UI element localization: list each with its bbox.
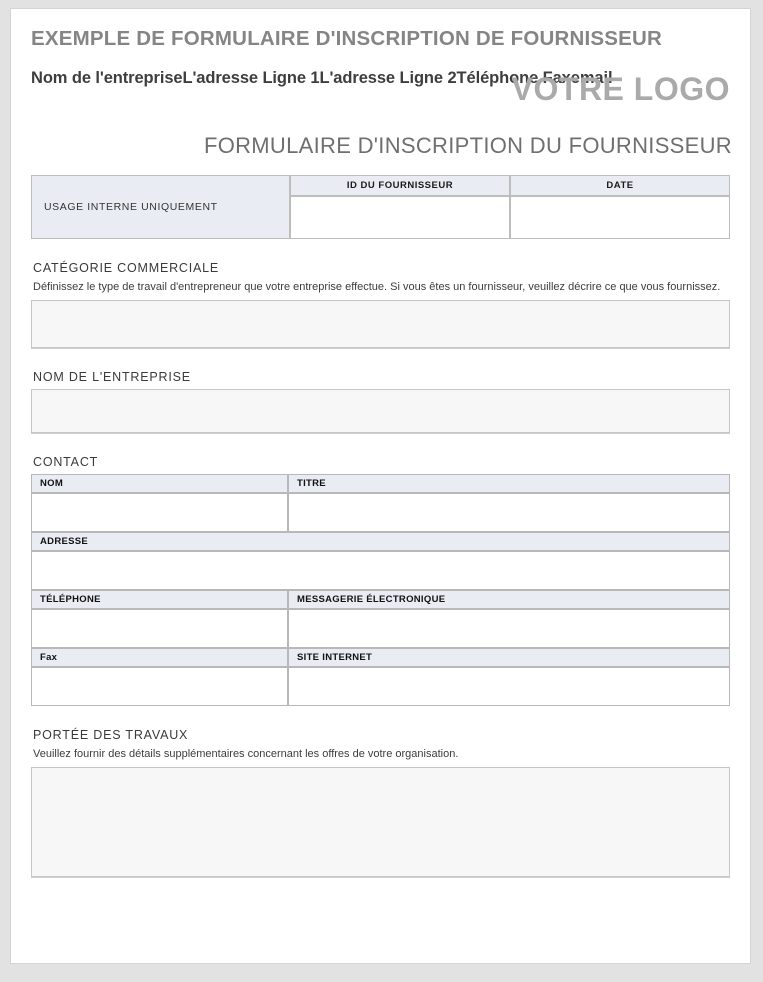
titre-field[interactable]	[288, 493, 730, 532]
nom-field[interactable]	[31, 493, 288, 532]
table-row	[31, 667, 730, 706]
contact-label: CONTACT	[33, 455, 99, 470]
business-category-description: Définissez le type de travail d'entrepreneur que votre entreprise effectue. Si vous êtes un fournisseur, veuillez décrire ce que vous fournissez.	[33, 281, 721, 294]
column-header-nom: NOM	[31, 474, 288, 493]
form-title: FORMULAIRE D'INSCRIPTION DU FOURNISSEUR	[203, 133, 732, 159]
table-row	[31, 590, 730, 609]
company-info-block: Nom de l'entrepriseL'adresse Ligne 1L'adresse Ligne 2Téléphone Faxemail	[31, 68, 613, 87]
adresse-field[interactable]	[31, 551, 730, 590]
business-category-input[interactable]	[31, 300, 730, 348]
internal-use-table	[31, 175, 730, 239]
column-header-adresse: ADRESSE	[31, 532, 730, 551]
page-title: EXEMPLE DE FORMULAIRE D'INSCRIPTION DE FOURNISSEUR	[31, 27, 663, 50]
table-row	[31, 175, 730, 196]
column-header-fax: Fax	[31, 648, 288, 667]
scope-of-work-label: PORTÉE DES TRAVAUX	[33, 728, 189, 743]
scope-of-work-input[interactable]	[31, 767, 730, 877]
scope-of-work-section	[11, 728, 750, 877]
scope-of-work-description: Veuillez fournir des détails supplémentaires concernant les offres de votre organisation.	[33, 748, 459, 761]
logo-placeholder: VOTRE LOGO	[511, 71, 730, 107]
column-header-messagerie: MESSAGERIE ÉLECTRONIQUE	[288, 590, 730, 609]
contact-table	[31, 474, 730, 706]
column-header-site-internet: SITE INTERNET	[288, 648, 730, 667]
contact-section	[11, 455, 750, 706]
table-row	[31, 551, 730, 590]
column-header-vendor-id: ID DU FOURNISSEUR	[290, 175, 510, 196]
messagerie-field[interactable]	[288, 609, 730, 648]
company-name-input[interactable]	[31, 389, 730, 433]
internal-use-label: USAGE INTERNE UNIQUEMENT	[31, 175, 290, 239]
internal-use-section	[11, 175, 750, 239]
table-row	[31, 493, 730, 532]
document-header	[11, 9, 750, 107]
company-name-label: NOM DE L'ENTREPRISE	[33, 370, 191, 385]
date-field[interactable]	[510, 196, 730, 239]
company-name-section	[11, 370, 750, 433]
vendor-id-field[interactable]	[290, 196, 510, 239]
column-header-telephone: TÉLÉPHONE	[31, 590, 288, 609]
table-row	[31, 474, 730, 493]
table-row	[31, 648, 730, 667]
document-page	[10, 8, 751, 964]
column-header-date: DATE	[510, 175, 730, 196]
column-header-titre: TITRE	[288, 474, 730, 493]
business-category-section	[11, 261, 750, 348]
site-internet-field[interactable]	[288, 667, 730, 706]
telephone-field[interactable]	[31, 609, 288, 648]
table-row	[31, 609, 730, 648]
business-category-label: CATÉGORIE COMMERCIALE	[33, 261, 220, 276]
fax-field[interactable]	[31, 667, 288, 706]
table-row	[31, 532, 730, 551]
